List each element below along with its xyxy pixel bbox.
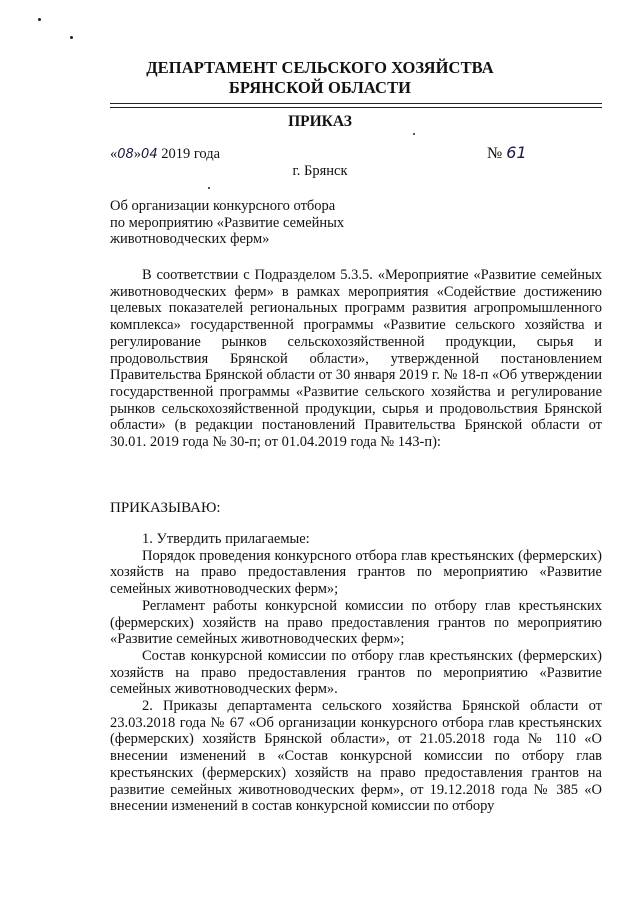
scan-speck bbox=[70, 36, 73, 39]
header-rule-top bbox=[110, 103, 602, 104]
date-month-handwritten: 04 bbox=[141, 147, 158, 162]
subject-line: животноводческих ферм» bbox=[110, 231, 270, 247]
number-handwritten: 61 bbox=[506, 143, 527, 162]
item-2-repeal: 2. Приказы департамента сельского хозяйства Брянской области от 23.03.2018 года № 67 «Об организации конкурсного отбора глав крестьянских (фермерских) хозяйств Брянской области», от 21.05.2018 года № 110 «О внесении изменений в «Состав конкурсной комиссии по отбору глав крестьянских (фермерских) хозяйств на право предоставления грантов на развитие семейных животноводческих ферм», от 19.12.2018 года № 385 «О внесении изменений в состав конкурсной комиссии по отбору bbox=[110, 698, 602, 815]
subject-line: по мероприятию «Развитие семейных bbox=[110, 214, 345, 231]
department-name-line2: БРЯНСКОЙ ОБЛАСТИ bbox=[228, 78, 412, 97]
order-number bbox=[487, 143, 527, 163]
scan-speck bbox=[38, 18, 41, 21]
order-date bbox=[110, 146, 220, 163]
item-1-procedure: Порядок проведения конкурсного отбора глав крестьянских (фермерских) хозяйств на право предоставления грантов по мероприятию «Развитие семейных животноводческих ферм»; bbox=[110, 547, 602, 598]
date-close-quote: » bbox=[133, 146, 142, 162]
number-label: № bbox=[487, 145, 503, 162]
order-items bbox=[110, 531, 602, 815]
scan-speck bbox=[208, 187, 210, 189]
date-open-quote: « bbox=[110, 146, 118, 162]
scan-speck bbox=[413, 133, 415, 135]
item-1-heading: 1. Утвердить прилагаемые: bbox=[142, 531, 310, 547]
item-1-commission: Состав конкурсной комиссии по отбору глав крестьянских (фермерских) хозяйств на право предоставления грантов по мероприятию «Развитие семейных животноводческих ферм». bbox=[110, 647, 602, 698]
date-day-handwritten: 08 bbox=[117, 147, 134, 162]
date-year: 2019 года bbox=[157, 146, 221, 162]
preamble bbox=[110, 267, 602, 451]
header-rule-bottom bbox=[110, 107, 602, 108]
order-title: ПРИКАЗ bbox=[288, 113, 352, 130]
order-subject bbox=[110, 198, 370, 248]
item-1-regulation: Регламент работы конкурсной комиссии по отбору глав крестьянских (фермерских) хозяйств на право предоставления грантов по мероприятию «Развитие семейных животноводческих ферм»; bbox=[110, 597, 602, 648]
preamble-paragraph: В соответствии с Подразделом 5.3.5. «Мероприятие «Развитие семейных животноводческих ферм» в рамках мероприятия «Содействие достижению целевых показателей региональных программ развития агропромышленного комплекса» государственной программы «Развитие сельского хозяйства и регулирование рынков сельскохозяйственной продукции, сырья и продовольствия Брянской области», утвержденной постановлением Правительства Брянской области от 30 января 2019 г. № 18-п «Об утверждении государственной программы «Развитие сельского хозяйства и регулирование рынков сельскохозяйственной продукции, сырья и продовольствия Брянской области» (в редакции постановлений Правительства Брянской области от 30.01. 2019 года № 30-п; от 01.04.2019 года № 143-п): bbox=[110, 267, 602, 451]
prikazyvayu-heading: ПРИКАЗЫВАЮ: bbox=[110, 500, 221, 516]
city: г. Брянск bbox=[292, 163, 348, 179]
subject-line: Об организации конкурсного отбора bbox=[110, 198, 336, 214]
department-name-line1: ДЕПАРТАМЕНТ СЕЛЬСКОГО ХОЗЯЙСТВА bbox=[146, 58, 494, 77]
